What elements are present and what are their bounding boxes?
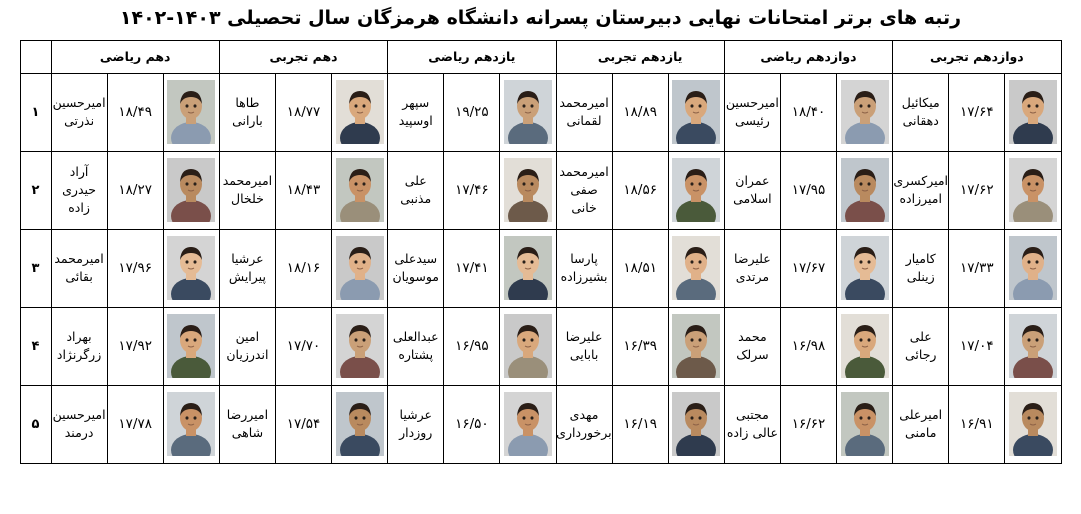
student-score-g-davazdahom-riazi-rank-4: ۱۶/۹۸ <box>780 307 836 385</box>
student-name-line2: خلخال <box>231 191 264 207</box>
student-name-line1: پارسا <box>570 251 598 267</box>
student-name-g-davazdahom-riazi-rank-3 <box>724 229 780 307</box>
student-score-g-dahom-tajrobi-rank-4: ۱۷/۷۰ <box>275 307 331 385</box>
student-photo <box>336 314 384 378</box>
student-photo-cell-g-davazdahom-riazi-rank-1 <box>837 73 893 151</box>
student-photo <box>504 80 552 144</box>
student-name-g-davazdahom-tajrobi-rank-5 <box>893 385 949 463</box>
student-name-line1: علی <box>909 329 932 345</box>
student-photo-cell-g-davazdahom-tajrobi-rank-5 <box>1005 385 1061 463</box>
student-score-g-dahom-tajrobi-rank-3: ۱۸/۱۶ <box>275 229 331 307</box>
student-photo <box>1009 158 1057 222</box>
student-name-g-yazdahom-riazi-rank-4 <box>388 307 444 385</box>
student-score-g-dahom-tajrobi-rank-2: ۱۸/۴۳ <box>275 151 331 229</box>
table-header-row <box>20 40 1061 73</box>
student-photo <box>336 392 384 456</box>
student-name-g-dahom-tajrobi-rank-1 <box>219 73 275 151</box>
student-photo-cell-g-dahom-riazi-rank-3 <box>163 229 219 307</box>
student-name-line1: امیرمحمد <box>559 95 609 111</box>
student-score-g-davazdahom-tajrobi-rank-1: ۱۷/۶۴ <box>949 73 1005 151</box>
student-score-g-yazdahom-tajrobi-rank-1: ۱۸/۸۹ <box>612 73 668 151</box>
student-name-line1: کامیار <box>905 251 936 267</box>
student-photo <box>672 236 720 300</box>
student-name-g-davazdahom-tajrobi-rank-2 <box>893 151 949 229</box>
group-header-dahom-riazi: دهم ریاضی <box>51 40 219 73</box>
student-photo-cell-g-dahom-tajrobi-rank-3 <box>332 229 388 307</box>
student-name-line2: پیرایش <box>228 269 266 285</box>
table-row <box>20 229 1061 307</box>
table-body <box>20 73 1061 463</box>
student-name-line2: شاهی <box>231 425 264 441</box>
student-photo-cell-g-dahom-riazi-rank-1 <box>163 73 219 151</box>
student-name-g-yazdahom-tajrobi-rank-4 <box>556 307 612 385</box>
student-score-g-yazdahom-tajrobi-rank-4: ۱۶/۳۹ <box>612 307 668 385</box>
student-name-g-dahom-tajrobi-rank-5 <box>219 385 275 463</box>
student-photo <box>504 314 552 378</box>
student-name-line2: عالی زاده <box>726 425 778 441</box>
student-name-line1: امیررضا <box>226 407 269 423</box>
student-score-g-dahom-riazi-rank-2: ۱۸/۲۷ <box>107 151 163 229</box>
student-name-line1: مهدی <box>569 407 599 423</box>
student-photo-cell-g-davazdahom-tajrobi-rank-2 <box>1005 151 1061 229</box>
student-photo <box>167 392 215 456</box>
student-name-line2: روزدار <box>399 425 433 441</box>
student-photo-cell-g-dahom-tajrobi-rank-2 <box>332 151 388 229</box>
student-name-g-yazdahom-tajrobi-rank-3 <box>556 229 612 307</box>
student-name-line1: امیرحسین <box>52 95 106 111</box>
student-photo <box>336 158 384 222</box>
student-photo <box>841 392 889 456</box>
student-photo-cell-g-davazdahom-tajrobi-rank-1 <box>1005 73 1061 151</box>
student-score-g-davazdahom-riazi-rank-5: ۱۶/۶۲ <box>780 385 836 463</box>
student-name-line2: زینلی <box>906 269 935 285</box>
student-score-g-davazdahom-riazi-rank-3: ۱۷/۶۷ <box>780 229 836 307</box>
student-photo-cell-g-dahom-riazi-rank-4 <box>163 307 219 385</box>
student-photo-cell-g-yazdahom-tajrobi-rank-3 <box>668 229 724 307</box>
student-name-line1: عرشیا <box>231 251 264 267</box>
student-name-line2: مرتدی <box>735 269 770 285</box>
rank-cell-4: ۴ <box>20 307 51 385</box>
student-score-g-yazdahom-riazi-rank-4: ۱۶/۹۵ <box>444 307 500 385</box>
student-name-g-davazdahom-riazi-rank-5 <box>724 385 780 463</box>
student-photo <box>504 392 552 456</box>
student-score-g-dahom-riazi-rank-4: ۱۷/۹۲ <box>107 307 163 385</box>
group-header-yazdahom-tajrobi: یازدهم تجربی <box>556 40 724 73</box>
student-name-g-dahom-riazi-rank-4 <box>51 307 107 385</box>
student-photo-cell-g-davazdahom-riazi-rank-2 <box>837 151 893 229</box>
student-name-g-dahom-riazi-rank-2 <box>51 151 107 229</box>
student-photo <box>504 236 552 300</box>
student-score-g-yazdahom-riazi-rank-3: ۱۷/۴۱ <box>444 229 500 307</box>
student-name-line1: امیرمحمد <box>222 173 273 189</box>
student-photo <box>1009 392 1057 456</box>
student-name-line1: امین <box>235 329 260 345</box>
student-name-line2: رئیسی <box>734 113 770 129</box>
student-name-line1: بهراد <box>66 329 92 345</box>
student-photo-cell-g-davazdahom-tajrobi-rank-3 <box>1005 229 1061 307</box>
student-name-line2: دهقانی <box>902 113 939 129</box>
student-score-g-davazdahom-riazi-rank-1: ۱۸/۴۰ <box>780 73 836 151</box>
student-name-g-yazdahom-riazi-rank-3 <box>388 229 444 307</box>
student-photo-cell-g-davazdahom-riazi-rank-4 <box>837 307 893 385</box>
student-score-g-yazdahom-riazi-rank-1: ۱۹/۲۵ <box>444 73 500 151</box>
student-name-line2: اوسپید <box>398 113 433 129</box>
top-students-table <box>20 40 1062 464</box>
student-name-g-dahom-tajrobi-rank-2 <box>219 151 275 229</box>
table-row <box>20 385 1061 463</box>
student-photo-cell-g-dahom-tajrobi-rank-5 <box>332 385 388 463</box>
student-name-line1: امیرکسری <box>893 173 949 189</box>
student-photo <box>672 314 720 378</box>
student-name-g-davazdahom-tajrobi-rank-1 <box>893 73 949 151</box>
student-name-line1: سپهر <box>402 95 430 111</box>
student-name-line2: حیدری زاده <box>62 182 97 216</box>
student-score-g-yazdahom-tajrobi-rank-5: ۱۶/۱۹ <box>612 385 668 463</box>
student-photo-cell-g-yazdahom-tajrobi-rank-1 <box>668 73 724 151</box>
student-name-line2: زرگرنژاد <box>56 347 102 363</box>
student-name-line2: مامنی <box>905 425 937 441</box>
student-score-g-davazdahom-tajrobi-rank-3: ۱۷/۳۳ <box>949 229 1005 307</box>
student-name-line2: بقائی <box>65 269 93 285</box>
student-name-g-yazdahom-riazi-rank-1 <box>388 73 444 151</box>
student-photo <box>1009 236 1057 300</box>
student-photo-cell-g-yazdahom-tajrobi-rank-4 <box>668 307 724 385</box>
student-score-g-davazdahom-tajrobi-rank-4: ۱۷/۰۴ <box>949 307 1005 385</box>
student-photo-cell-g-yazdahom-tajrobi-rank-5 <box>668 385 724 463</box>
student-photo <box>167 158 215 222</box>
student-photo-cell-g-yazdahom-riazi-rank-3 <box>500 229 556 307</box>
student-name-line1: طاها <box>235 95 260 111</box>
student-name-line2: موسویان <box>392 269 440 285</box>
student-name-line2: سرلک <box>736 347 769 363</box>
student-photo <box>841 236 889 300</box>
student-score-g-dahom-tajrobi-rank-5: ۱۷/۵۴ <box>275 385 331 463</box>
student-name-g-yazdahom-riazi-rank-5 <box>388 385 444 463</box>
student-name-line1: آراد <box>69 163 89 179</box>
table-row <box>20 151 1061 229</box>
student-score-g-davazdahom-riazi-rank-2: ۱۷/۹۵ <box>780 151 836 229</box>
student-name-line1: امیرمحمد <box>54 251 104 267</box>
student-photo-cell-g-dahom-riazi-rank-5 <box>163 385 219 463</box>
student-photo <box>672 392 720 456</box>
rank-cell-3: ۳ <box>20 229 51 307</box>
student-photo <box>504 158 552 222</box>
rank-cell-1: ۱ <box>20 73 51 151</box>
rank-cell-2: ۲ <box>20 151 51 229</box>
student-name-g-davazdahom-riazi-rank-1 <box>724 73 780 151</box>
student-name-g-dahom-riazi-rank-5 <box>51 385 107 463</box>
student-score-g-dahom-riazi-rank-1: ۱۸/۴۹ <box>107 73 163 151</box>
student-photo <box>1009 80 1057 144</box>
student-name-line2: بشیرزاده <box>560 269 608 285</box>
student-photo-cell-g-dahom-tajrobi-rank-1 <box>332 73 388 151</box>
student-name-line1: امیرحسین <box>725 95 779 111</box>
student-photo <box>672 158 720 222</box>
student-name-line2: رجائی <box>904 347 937 363</box>
student-photo-cell-g-yazdahom-riazi-rank-1 <box>500 73 556 151</box>
student-name-line2: مذنبی <box>400 191 432 207</box>
student-photo <box>167 236 215 300</box>
table-row <box>20 307 1061 385</box>
student-name-g-davazdahom-riazi-rank-4 <box>724 307 780 385</box>
student-photo-cell-g-davazdahom-riazi-rank-3 <box>837 229 893 307</box>
student-name-line2: امیرزاده <box>899 191 942 207</box>
group-header-davazdahom-tajrobi: دوازدهم تجربی <box>893 40 1061 73</box>
student-photo <box>841 314 889 378</box>
student-photo <box>672 80 720 144</box>
student-photo-cell-g-dahom-tajrobi-rank-4 <box>332 307 388 385</box>
student-photo <box>167 314 215 378</box>
student-name-line2: پشتاره <box>398 347 434 363</box>
student-name-line1: علیرضا <box>734 251 771 267</box>
table-header <box>20 40 1061 73</box>
student-name-line1: عرشیا <box>399 407 432 423</box>
student-photo-cell-g-davazdahom-tajrobi-rank-4 <box>1005 307 1061 385</box>
student-name-line1: امیرعلی <box>899 407 943 423</box>
student-name-line2: اندرزیان <box>226 347 269 363</box>
student-name-line1: مجتبی <box>736 407 769 423</box>
student-name-g-dahom-tajrobi-rank-4 <box>219 307 275 385</box>
student-photo <box>841 158 889 222</box>
student-name-line1: علیرضا بابایی <box>565 329 603 363</box>
student-score-g-yazdahom-riazi-rank-2: ۱۷/۴۶ <box>444 151 500 229</box>
student-name-line1: محمد <box>738 329 767 345</box>
student-name-line2: صفی خانی <box>570 182 598 216</box>
student-name-line2: نذرتی <box>64 113 95 129</box>
student-name-line1: میکائیل <box>901 95 940 111</box>
student-photo-cell-g-dahom-riazi-rank-2 <box>163 151 219 229</box>
student-name-g-yazdahom-tajrobi-rank-1 <box>556 73 612 151</box>
student-name-line1: عمران <box>735 173 770 189</box>
student-name-line1: عبدالعلی <box>392 329 439 345</box>
student-name-g-yazdahom-tajrobi-rank-2 <box>556 151 612 229</box>
student-name-line2: اسلامی <box>733 191 772 207</box>
student-name-g-dahom-riazi-rank-3 <box>51 229 107 307</box>
student-name-line2: برخورداری <box>556 425 612 441</box>
student-photo <box>1009 314 1057 378</box>
table-row <box>20 73 1061 151</box>
student-score-g-dahom-riazi-rank-3: ۱۷/۹۶ <box>107 229 163 307</box>
page-title: رتبه های برتر امتحانات نهایی دبیرستان پسرانه دانشگاه هرمزگان سال تحصیلی ۱۴۰۳-۱۴۰۲ <box>119 7 962 29</box>
student-score-g-davazdahom-tajrobi-rank-2: ۱۷/۶۲ <box>949 151 1005 229</box>
student-photo <box>841 80 889 144</box>
student-name-line2: لقمانی <box>566 113 602 129</box>
student-photo-cell-g-davazdahom-riazi-rank-5 <box>837 385 893 463</box>
student-score-g-yazdahom-tajrobi-rank-2: ۱۸/۵۶ <box>612 151 668 229</box>
student-name-g-dahom-tajrobi-rank-3 <box>219 229 275 307</box>
student-name-line2: بارانی <box>232 113 263 129</box>
student-score-g-yazdahom-riazi-rank-5: ۱۶/۵۰ <box>444 385 500 463</box>
student-photo <box>167 80 215 144</box>
student-name-line2: درمند <box>64 425 94 441</box>
student-photo <box>336 236 384 300</box>
student-score-g-dahom-tajrobi-rank-1: ۱۸/۷۷ <box>275 73 331 151</box>
student-photo-cell-g-yazdahom-tajrobi-rank-2 <box>668 151 724 229</box>
group-header-yazdahom-riazi: یازدهم ریاضی <box>388 40 556 73</box>
rank-cell-5: ۵ <box>20 385 51 463</box>
student-photo-cell-g-yazdahom-riazi-rank-4 <box>500 307 556 385</box>
student-name-g-dahom-riazi-rank-1 <box>51 73 107 151</box>
student-name-g-davazdahom-tajrobi-rank-3 <box>893 229 949 307</box>
student-photo-cell-g-yazdahom-riazi-rank-2 <box>500 151 556 229</box>
student-name-line1: سیدعلی <box>394 251 438 267</box>
rank-column-header <box>20 40 51 73</box>
student-name-g-yazdahom-tajrobi-rank-5 <box>556 385 612 463</box>
student-photo-cell-g-yazdahom-riazi-rank-5 <box>500 385 556 463</box>
student-score-g-davazdahom-tajrobi-rank-5: ۱۶/۹۱ <box>949 385 1005 463</box>
student-score-g-yazdahom-tajrobi-rank-3: ۱۸/۵۱ <box>612 229 668 307</box>
student-name-line1: امیرحسین <box>52 407 106 423</box>
student-photo <box>336 80 384 144</box>
student-name-g-yazdahom-riazi-rank-2 <box>388 151 444 229</box>
student-name-g-davazdahom-tajrobi-rank-4 <box>893 307 949 385</box>
student-name-line1: امیرمحمد <box>559 163 609 179</box>
student-score-g-dahom-riazi-rank-5: ۱۷/۷۸ <box>107 385 163 463</box>
student-name-g-davazdahom-riazi-rank-2 <box>724 151 780 229</box>
group-header-davazdahom-riazi: دوازدهم ریاضی <box>724 40 892 73</box>
group-header-dahom-tajrobi: دهم تجربی <box>219 40 387 73</box>
student-name-line1: علی <box>404 173 427 189</box>
